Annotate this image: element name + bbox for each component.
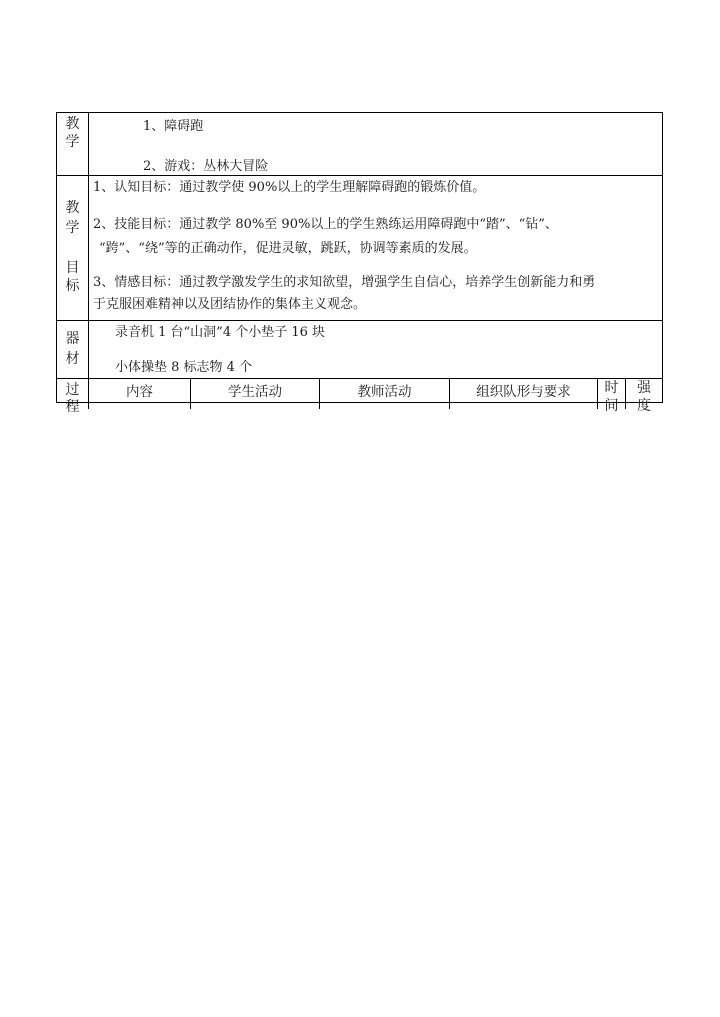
column-header-teacher-activity [320, 379, 450, 409]
equipment-text-cell [89, 321, 662, 378]
intensity-label-char: 度 [637, 398, 651, 414]
objectives-label-cell [57, 176, 89, 320]
objectives-label-char: 标 [65, 278, 80, 294]
process-label-char: 过 [65, 382, 80, 398]
equipment-row [57, 321, 662, 379]
column-header-formation [450, 379, 598, 409]
content-items-cell [89, 113, 662, 175]
objective-line: 1、认知目标：通过教学使 90%以上的学生理解障碍跑的锻炼价值。 [93, 180, 486, 195]
content-item: 2、游戏：丛林大冒险 [143, 159, 269, 174]
column-header-label: 教师活动 [357, 384, 412, 400]
intensity-label-char: 强 [637, 380, 651, 396]
process-label-char: 程 [65, 399, 80, 415]
content-label-char: 教 [65, 116, 80, 132]
column-header-label: 组织队形与要求 [476, 384, 571, 400]
column-header-label: 学生活动 [228, 384, 282, 400]
objective-line: 3、情感目标：通过教学激发学生的求知欲望，增强学生自信心，培养学生创新能力和勇 [93, 275, 596, 290]
objective-line: 2、技能目标：通过教学 80%至 90%以上的学生熟练运用障碍跑中“踏”、“钻”、 [93, 217, 558, 232]
process-header-row [57, 379, 662, 415]
process-label-cell [57, 379, 89, 415]
teaching-objectives-row [57, 176, 662, 321]
objectives-label-char: 学 [65, 220, 80, 236]
time-label-char: 间 [604, 398, 619, 414]
objectives-label-char: 教 [65, 200, 80, 216]
objective-line: “跨”、“绕”等的正确动作，促进灵敏，跳跃，协调等素质的发展。 [99, 241, 477, 256]
lesson-plan-table [56, 112, 663, 415]
column-header-student-activity [191, 379, 320, 409]
column-header-time [598, 379, 626, 414]
column-header-intensity [626, 379, 662, 414]
equipment-label-char: 材 [65, 351, 80, 367]
equipment-label-char: 器 [65, 331, 80, 347]
equipment-line: 录音机 1 台“山洞”4 个小垫子 16 块 [115, 325, 326, 340]
objectives-label-char: 目 [65, 260, 80, 276]
teaching-content-row [57, 113, 662, 176]
column-header-label: 内容 [126, 384, 153, 400]
time-label-char: 时 [604, 380, 619, 396]
content-label-char: 学 [65, 134, 80, 150]
content-item: 1、障碍跑 [143, 119, 204, 134]
equipment-line: 小体操垫 8 标志物 4 个 [115, 360, 253, 375]
objective-line: 于克服困难精神以及团结协作的集体主义观念。 [93, 297, 367, 312]
equipment-label-cell [57, 321, 89, 378]
objectives-text-cell [89, 176, 662, 320]
content-label-cell [57, 113, 89, 175]
column-header-content [89, 379, 191, 409]
